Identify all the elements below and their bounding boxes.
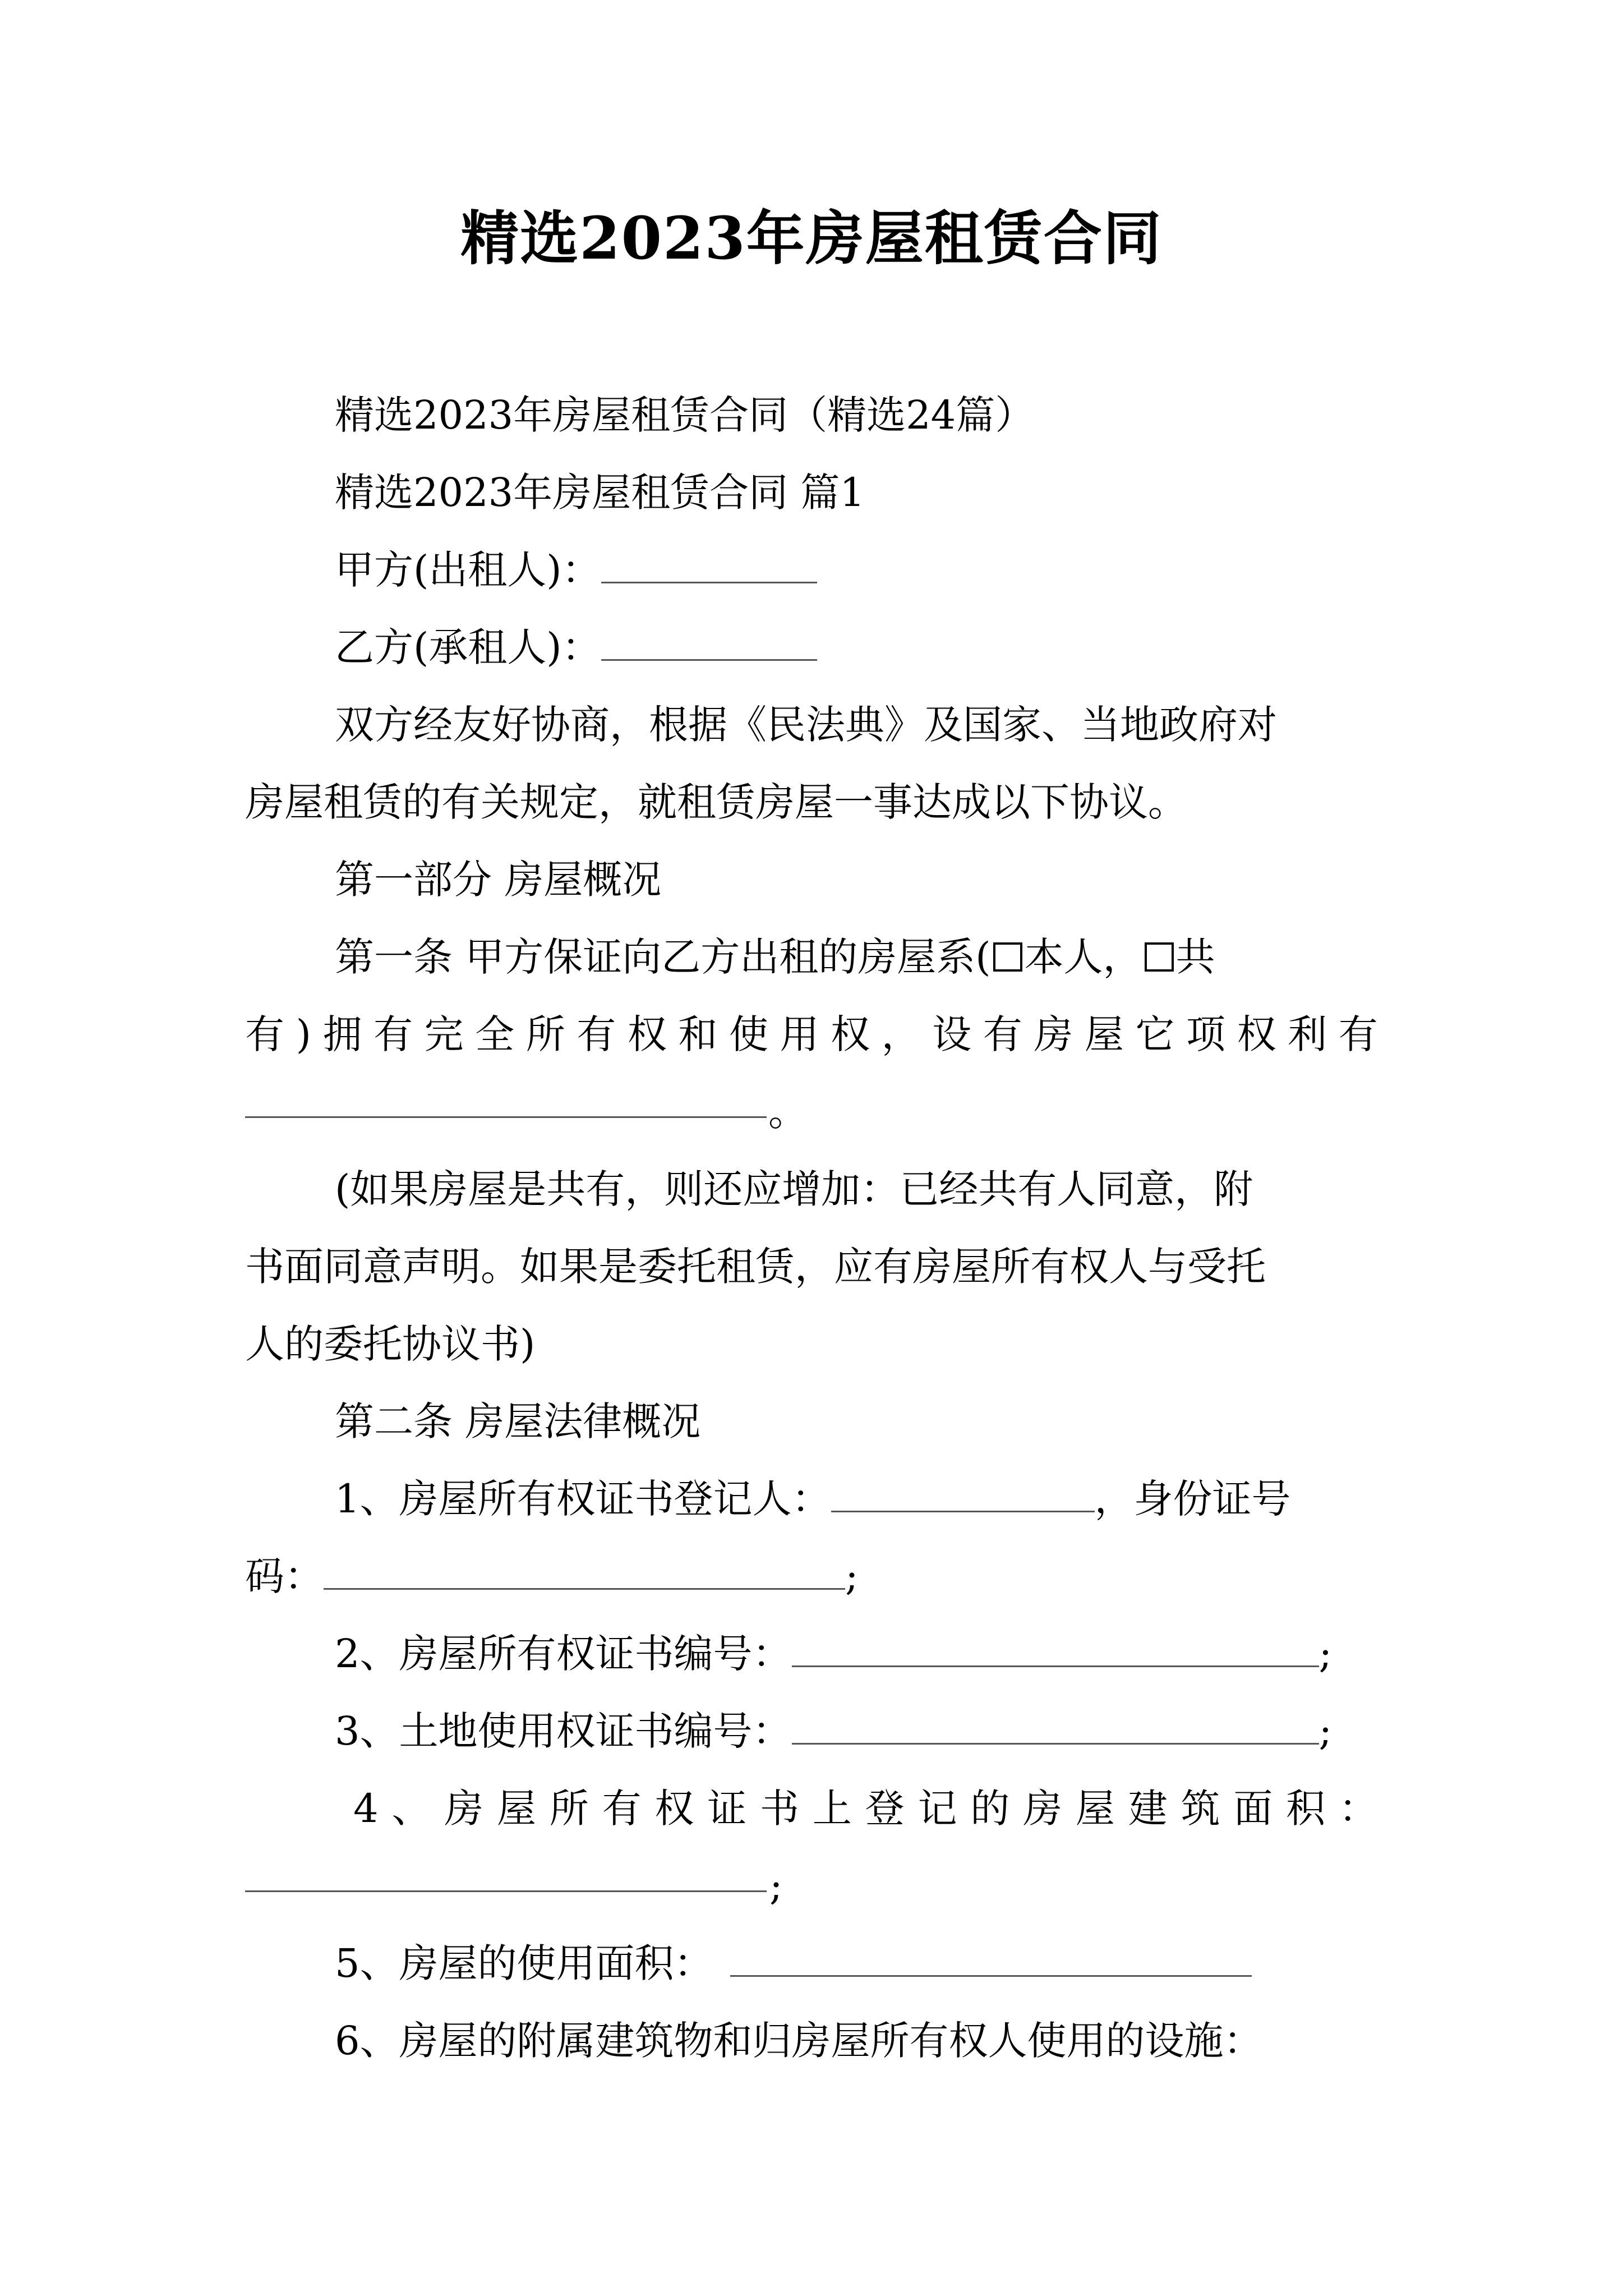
item-1-id-label: ，身份证号: [1094, 1476, 1291, 1522]
justified-char: 所: [549, 1786, 589, 1832]
item-6-line: 6、房屋的附属建筑物和归房屋所有权人使用的设施：: [335, 2018, 1263, 2064]
note-line-1: (如果房屋是共有，则还应增加：已经共有人同意，附: [335, 1166, 1253, 1212]
certificate-number-blank: [792, 1626, 1319, 1667]
justified-char: 有: [245, 1011, 284, 1057]
justified-char: 权: [831, 1011, 870, 1057]
building-area-blank: [245, 1890, 767, 1892]
justified-char: 有: [577, 1011, 616, 1057]
justified-char: 用: [780, 1011, 819, 1057]
justified-char: 筑: [1181, 1786, 1220, 1832]
party-b-blank: [601, 620, 817, 661]
justified-char: 屋: [496, 1786, 536, 1832]
justified-char: 记: [917, 1786, 957, 1832]
justified-char: 权: [1237, 1011, 1276, 1057]
justified-char: 积: [1286, 1786, 1326, 1832]
justified-char: 面: [1233, 1786, 1273, 1832]
justified-char: 房: [1023, 1786, 1063, 1832]
article-1-line-2: [245, 1006, 1378, 1062]
justified-char: 屋: [1075, 1786, 1115, 1832]
party-a-label: 甲方(出租人)：: [335, 547, 601, 593]
justified-char: 书: [760, 1786, 800, 1832]
justified-char: 有: [374, 1011, 413, 1057]
justified-char: 拥: [322, 1011, 362, 1057]
checkbox-self: [993, 942, 1022, 972]
justified-char: 使: [728, 1011, 768, 1057]
checkbox-joint: [1145, 942, 1174, 972]
justified-char: 房: [1034, 1011, 1073, 1057]
justified-char: 登: [865, 1786, 905, 1832]
article-1-line-1: [335, 929, 1215, 985]
article-1-text: 第一条 甲方保证向乙方出租的房屋系(: [335, 934, 991, 980]
justified-char: 设: [932, 1011, 972, 1057]
intro-line-2: 房屋租赁的有关规定，就租赁房屋一事达成以下协议。: [245, 779, 1187, 825]
justified-char: 权: [654, 1786, 694, 1832]
justified-char: 权: [627, 1011, 667, 1057]
justified-char: 有: [602, 1786, 642, 1832]
item-2-label: 2、房屋所有权证书编号：: [335, 1631, 792, 1677]
item-1-label: 1、房屋所有权证书登记人：: [335, 1476, 831, 1522]
justified-char: 证: [707, 1786, 747, 1832]
justified-char: ，: [881, 1011, 921, 1057]
article-2-heading: 第二条 房屋法律概况: [335, 1398, 701, 1444]
part-one-heading: 第一部分 房屋概况: [335, 857, 662, 903]
item-2-end: ;: [1318, 1631, 1332, 1677]
justified-char: 屋: [1084, 1011, 1124, 1057]
item-4-end: ;: [769, 1863, 783, 1909]
justified-char: 完: [424, 1011, 464, 1057]
intro-line-1: 双方经友好协商，根据《民法典》及国家、当地政府对: [335, 702, 1277, 748]
justified-char: 的: [970, 1786, 1010, 1832]
justified-char: 和: [678, 1011, 718, 1057]
justified-char: 它: [1135, 1011, 1175, 1057]
owner-blank: [831, 1471, 1095, 1512]
justified-char: 项: [1186, 1011, 1225, 1057]
item-4-line: [353, 1780, 1378, 1837]
subtitle: 精选2023年房屋租赁合同（精选24篇）: [335, 392, 1035, 438]
item-1-line-2: [245, 1548, 859, 1604]
item-3-line: [335, 1703, 1332, 1759]
item-2-line: [335, 1626, 1332, 1682]
note-line-2: 书面同意声明。如果是委托租赁，应有房屋所有权人与受托: [245, 1244, 1266, 1290]
usable-area-blank: [730, 1936, 1252, 1977]
justified-char: 全: [475, 1011, 515, 1057]
rights-blank: [245, 1116, 767, 1118]
justified-char: 4: [353, 1786, 379, 1832]
id-number-blank: [324, 1549, 845, 1590]
justified-char: 建: [1128, 1786, 1168, 1832]
section-title: 精选2023年房屋租赁合同 篇1: [335, 470, 865, 516]
justified-char: 有: [1338, 1011, 1378, 1057]
justified-char: ): [296, 1011, 311, 1057]
party-a-blank: [601, 542, 817, 583]
article-1-end: 。: [768, 1089, 808, 1135]
item-1-line: [335, 1471, 1291, 1527]
justified-char: 所: [525, 1011, 565, 1057]
item-5-line: [335, 1935, 1252, 1991]
justified-char: 有: [983, 1011, 1022, 1057]
land-certificate-blank: [792, 1704, 1319, 1745]
party-b-label: 乙方(承租人)：: [335, 624, 601, 670]
justified-char: 上: [812, 1786, 852, 1832]
justified-char: 利: [1288, 1011, 1327, 1057]
item-3-end: ;: [1318, 1708, 1332, 1754]
document-title: 精选2023年房屋租赁合同: [460, 204, 1163, 273]
party-b-line: [335, 619, 817, 675]
note-line-3: 人的委托协议书): [245, 1321, 536, 1367]
option-joint-label: 共: [1175, 934, 1215, 980]
item-1-end: ;: [845, 1553, 859, 1599]
party-a-line: [335, 542, 817, 598]
item-5-label: 5、房屋的使用面积：: [335, 1940, 713, 1986]
justified-char: 、: [391, 1786, 431, 1832]
justified-char: 房: [444, 1786, 484, 1832]
option-self-label: 本人，: [1024, 934, 1142, 980]
item-3-label: 3、土地使用权证书编号：: [335, 1708, 792, 1754]
justified-char: ：: [1338, 1786, 1378, 1832]
item-1-code-label: 码：: [245, 1553, 324, 1599]
